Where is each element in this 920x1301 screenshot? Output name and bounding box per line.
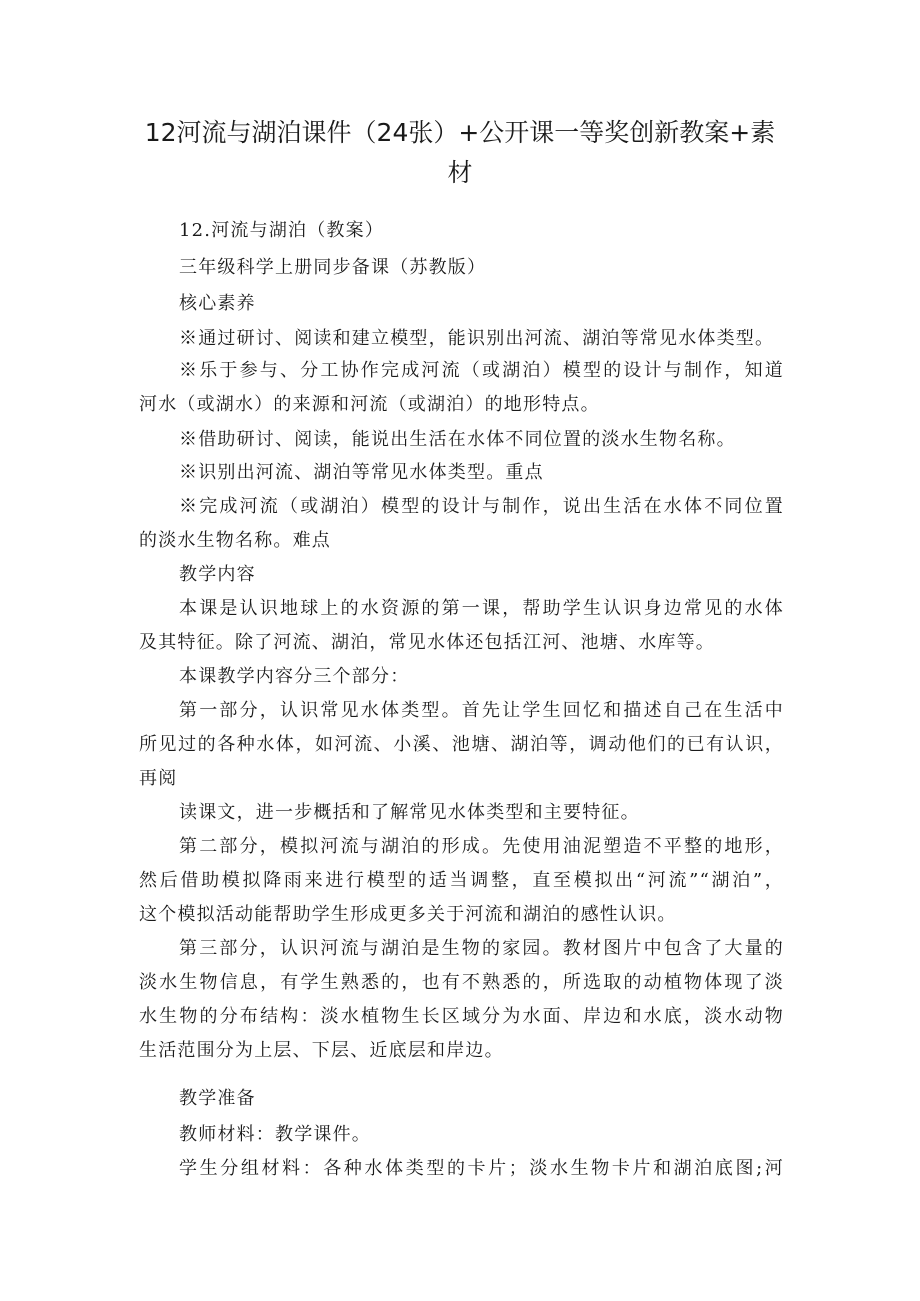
- paragraph-line: ※识别出河流、湖泊等常见水体类型。重点: [179, 462, 544, 483]
- paragraph-line: 本课教学内容分三个部分：: [179, 666, 410, 687]
- paragraph-line: ※完成河流（或湖泊）模型的设计与制作，说出生活在水体不同位置: [179, 496, 784, 517]
- paragraph-line: ※借助研讨、阅读，能说出生活在水体不同位置的淡水生物名称。: [179, 429, 736, 450]
- paragraph-line: 第二部分，模拟河流与湖泊的形成。先使用油泥塑造不平整的地形，: [179, 836, 784, 857]
- paragraph-line: 及其特征。除了河流、湖泊，常见水体还包括江河、池塘、水库等。: [139, 632, 715, 653]
- grade-line: 三年级科学上册同步备课（苏教版）: [179, 257, 487, 278]
- paragraph-line: 水生物的分布结构：淡水植物生长区域分为水面、岸边和水底，淡水动物: [139, 1006, 784, 1027]
- title-line-2: 材: [447, 158, 473, 187]
- paragraph-line: 然后借助模拟降雨来进行模型的适当调整，直至模拟出“河流”“湖泊”，: [139, 870, 784, 891]
- paragraph-line: 生活范围分为上层、下层、近底层和岸边。: [139, 1040, 504, 1061]
- title-line-1: 12河流与湖泊课件（24张）+公开课一等奖创新教案+素: [144, 118, 776, 147]
- paragraph-line: 所见过的各种水体，如河流、小溪、池塘、湖泊等，调动他们的已有认识，: [139, 734, 784, 755]
- paragraph-line: 第三部分，认识河流与湖泊是生物的家园。教材图片中包含了大量的: [179, 938, 784, 959]
- paragraph-line: 河水（或湖水）的来源和河流（或湖泊）的地形特点。: [139, 394, 600, 415]
- paragraph-line: 的淡水生物名称。难点: [139, 530, 331, 551]
- paragraph-line: 读课文，进一步概括和了解常见水体类型和主要特征。: [179, 802, 640, 823]
- paragraph-line: 第一部分，认识常见水体类型。首先让学生回忆和描述自己在生活中: [179, 700, 784, 721]
- paragraph-line: 本课是认识地球上的水资源的第一课，帮助学生认识身边常见的水体: [179, 598, 784, 619]
- document-title: [130, 113, 790, 193]
- paragraph-line: 这个模拟活动能帮助学生形成更多关于河流和湖泊的感性认识。: [139, 904, 677, 925]
- lesson-heading: 12.河流与湖泊（教案）: [179, 220, 385, 241]
- paragraph-line: ※乐于参与、分工协作完成河流（或湖泊）模型的设计与制作，知道: [179, 360, 784, 381]
- paragraph-line: 教师材料：教学课件。: [179, 1124, 371, 1145]
- paragraph-line: ※通过研讨、阅读和建立模型，能识别出河流、湖泊等常见水体类型。: [179, 328, 775, 349]
- paragraph-line: 淡水生物信息，有学生熟悉的，也有不熟悉的，所选取的动植物体现了淡: [139, 972, 784, 993]
- section-teaching-preparation: 教学准备: [179, 1088, 256, 1109]
- paragraph-line: 再阅: [139, 768, 178, 789]
- paragraph-line: 学生分组材料：各种水体类型的卡片；淡水生物卡片和湖泊底图;河: [179, 1158, 784, 1179]
- section-teaching-content: 教学内容: [179, 564, 256, 585]
- section-core-literacy: 核心素养: [179, 293, 256, 314]
